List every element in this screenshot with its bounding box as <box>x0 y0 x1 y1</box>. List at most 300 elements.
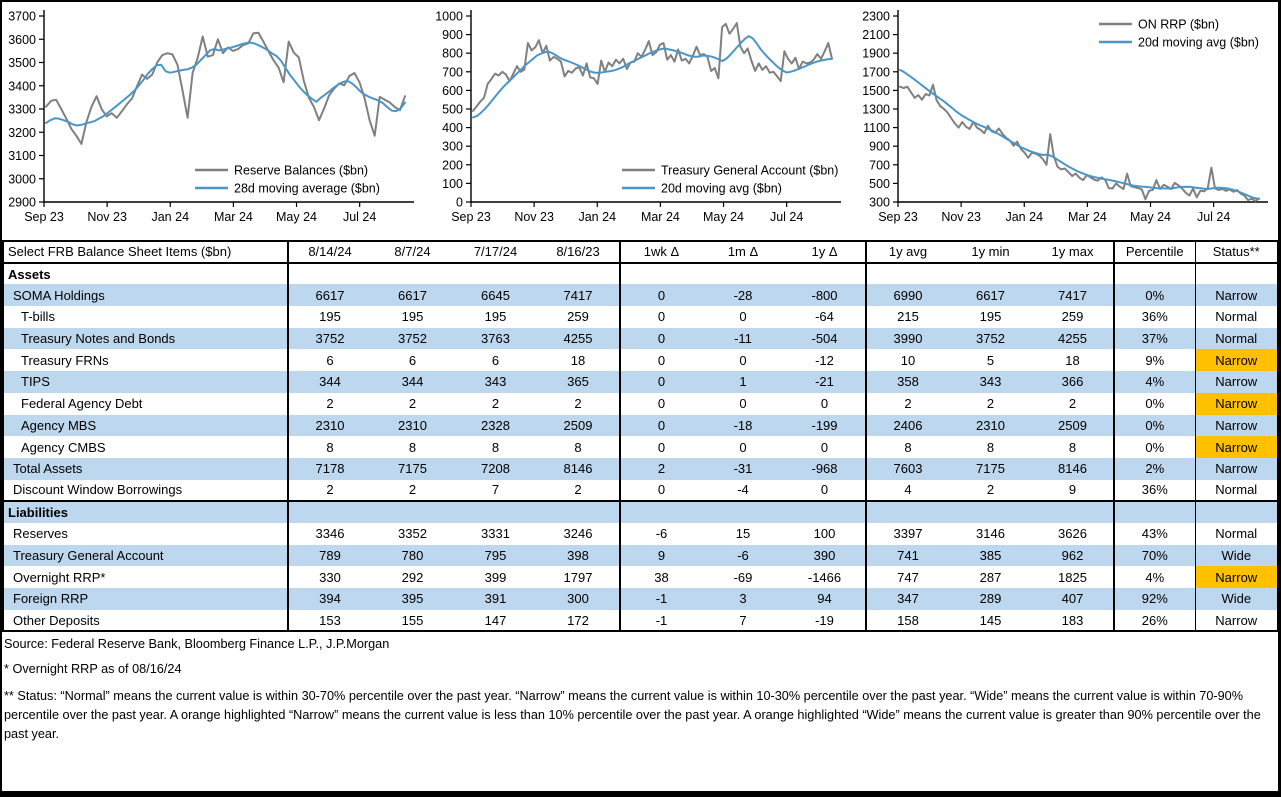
y-tick-label: 600 <box>442 83 463 98</box>
value-cell: 153 <box>319 612 341 628</box>
table-body <box>3 263 1278 632</box>
value-cell: 0% <box>1114 393 1195 415</box>
value-cell: 0 <box>657 352 666 368</box>
status-cell: Normal <box>1215 309 1258 325</box>
value-cell: -69 <box>733 569 753 585</box>
tga-line-chart <box>429 2 856 240</box>
y-tick-label: 900 <box>442 28 463 43</box>
value-cell: 3352 <box>398 526 427 542</box>
legend-label: Reserve Balances ($bn) <box>234 163 369 178</box>
column-header: 1y Δ <box>784 241 866 263</box>
legend-label: 20d moving avg ($bn) <box>1138 35 1259 50</box>
value-cell: -18 <box>702 415 784 437</box>
value-cell: 6 <box>491 352 500 368</box>
value-cell <box>702 501 784 523</box>
value-cell: -64 <box>784 306 866 328</box>
row-label: T-bills <box>3 306 288 328</box>
table-row <box>3 415 1278 437</box>
value-cell: -28 <box>702 284 784 306</box>
value-cell <box>620 263 702 285</box>
row-label: Treasury FRNs <box>3 349 288 371</box>
value-cell: 6617 <box>288 284 371 306</box>
value-cell: 7208 <box>454 458 537 480</box>
y-tick-label: 3200 <box>8 125 36 140</box>
value-cell: 3331 <box>481 526 510 542</box>
value-cell: 289 <box>949 588 1032 610</box>
column-header: Percentile <box>1114 241 1195 263</box>
row-label: Assets <box>3 263 288 285</box>
status-cell: Narrow <box>1195 349 1278 371</box>
table-row <box>3 458 1278 480</box>
y-tick-label: 1000 <box>435 9 463 24</box>
value-cell <box>949 501 1032 523</box>
status-definition-note: ** Status: “Normal” means the current value is within 30-70% percentile over the past year. “Narrow” means the current value is within 10-30% percentile over the past year. “Wide” means the current value is within 70-90% percentile over the past year. A orange highlighted “Narrow” means the current value is less than 10% percentile over the past year. A orange highlighted “Wide” means the current value is greater than 90% percentile over the past year. <box>4 689 1261 742</box>
status-cell: Wide <box>1195 588 1278 610</box>
row-label: Agency MBS <box>3 415 288 437</box>
value-cell: 2 <box>620 458 702 480</box>
value-cell: 2328 <box>454 415 537 437</box>
value-cell: 6 <box>408 352 417 368</box>
y-tick-label: 500 <box>442 102 463 117</box>
row-label: Reserves <box>3 523 288 545</box>
value-cell: 70% <box>1114 545 1195 567</box>
value-cell: 2509 <box>1032 415 1114 437</box>
chart-reserve-balances <box>2 2 429 240</box>
value-cell: 2310 <box>371 415 454 437</box>
x-tick-label: Mar 24 <box>1067 210 1107 224</box>
value-cell: 18 <box>537 349 620 371</box>
y-tick-label: 2900 <box>8 195 36 210</box>
value-cell: 407 <box>1032 588 1114 610</box>
value-cell: 10 <box>900 352 916 368</box>
row-label: Foreign RRP <box>3 588 288 610</box>
value-cell: 390 <box>784 545 866 567</box>
value-cell: 6 <box>326 352 334 368</box>
value-cell: 3990 <box>866 328 949 350</box>
value-cell: 215 <box>897 309 919 325</box>
value-cell: 398 <box>537 545 620 567</box>
value-cell: 1797 <box>537 566 620 588</box>
chart-treasury-general-account <box>429 2 856 240</box>
value-cell: 18 <box>1032 349 1114 371</box>
value-cell: 2310 <box>288 415 371 437</box>
x-tick-label: Nov 23 <box>87 210 127 224</box>
row-label: Discount Window Borrowings <box>3 480 288 502</box>
value-cell: -19 <box>784 610 866 632</box>
rrp-asof-note: * Overnight RRP as of 08/16/24 <box>4 662 182 677</box>
value-cell: 5 <box>986 352 995 368</box>
x-tick-label: Jan 24 <box>1005 210 1044 224</box>
y-tick-label: 3400 <box>8 79 36 94</box>
reserve-balances-line-chart <box>2 2 429 240</box>
chart-on-rrp <box>856 2 1281 240</box>
value-cell <box>784 263 866 285</box>
value-cell: 155 <box>401 612 424 628</box>
value-cell: 2 <box>537 393 620 415</box>
value-cell: -11 <box>702 328 784 350</box>
value-cell <box>537 263 620 285</box>
value-cell: 365 <box>537 371 620 393</box>
status-cell: Narrow <box>1195 566 1278 588</box>
value-cell <box>1032 263 1114 285</box>
table-row <box>3 328 1278 350</box>
value-cell <box>454 263 537 285</box>
value-cell: -800 <box>784 284 866 306</box>
value-cell: 780 <box>371 545 454 567</box>
value-cell: 2 <box>986 396 995 412</box>
value-cell: 7175 <box>949 458 1032 480</box>
value-cell: 195 <box>319 309 341 325</box>
value-cell: -1466 <box>784 566 866 588</box>
value-cell <box>371 263 454 285</box>
y-tick-label: 900 <box>869 139 890 154</box>
column-header: 8/16/23 <box>537 241 620 263</box>
value-cell: 43% <box>1114 523 1195 545</box>
charts-row <box>2 2 1278 240</box>
value-cell: 0 <box>784 480 866 502</box>
value-cell <box>371 501 454 523</box>
value-cell: 0 <box>739 352 747 368</box>
value-cell: 195 <box>484 309 507 325</box>
value-cell: 795 <box>454 545 537 567</box>
value-cell: 15 <box>735 526 751 542</box>
value-cell: 8 <box>1032 436 1114 458</box>
status-cell <box>1195 263 1278 285</box>
column-header: 8/14/24 <box>288 241 371 263</box>
value-cell: -1 <box>620 588 702 610</box>
row-label: Treasury General Account <box>3 545 288 567</box>
value-cell: 366 <box>1032 371 1114 393</box>
value-cell: 8 <box>491 439 500 455</box>
on-rrp-line-chart <box>856 2 1281 240</box>
value-cell: 7178 <box>288 458 371 480</box>
value-cell: 9 <box>620 545 702 567</box>
footnotes <box>2 632 1277 744</box>
table-row <box>3 610 1278 632</box>
value-cell: 7417 <box>1032 284 1114 306</box>
value-cell: 3626 <box>1032 523 1114 545</box>
value-cell <box>1114 263 1195 285</box>
value-cell: 2 <box>408 396 417 412</box>
value-cell: 36% <box>1114 306 1195 328</box>
value-cell <box>784 501 866 523</box>
value-cell: 2 <box>408 482 417 498</box>
value-cell: 0 <box>784 393 866 415</box>
value-cell: 343 <box>454 371 537 393</box>
y-tick-label: 400 <box>442 121 463 136</box>
value-cell: 358 <box>866 371 949 393</box>
row-label: TIPS <box>3 371 288 393</box>
value-cell: 0 <box>739 396 747 412</box>
value-cell: 2 <box>904 396 912 412</box>
value-cell: 3397 <box>893 526 923 542</box>
value-cell: 0 <box>739 309 747 325</box>
value-cell: 330 <box>319 569 341 585</box>
value-cell: 3763 <box>454 328 537 350</box>
value-cell: 7603 <box>866 458 949 480</box>
table-row <box>3 263 1278 285</box>
value-cell: 3246 <box>537 523 620 545</box>
value-cell: 4255 <box>537 328 620 350</box>
value-cell: 395 <box>371 588 454 610</box>
x-tick-label: Jul 24 <box>1196 210 1231 224</box>
value-cell: -12 <box>784 349 866 371</box>
column-header: 1y max <box>1032 241 1114 263</box>
value-cell: 7417 <box>537 284 620 306</box>
value-cell: 0 <box>739 439 747 455</box>
value-cell: 343 <box>949 371 1032 393</box>
legend-label: ON RRP ($bn) <box>1138 17 1220 32</box>
value-cell: 3146 <box>976 526 1005 542</box>
value-cell: 8146 <box>1032 458 1114 480</box>
value-cell: 195 <box>401 309 424 325</box>
value-cell <box>1114 501 1195 523</box>
value-cell: 3 <box>702 588 784 610</box>
value-cell: 3346 <box>315 526 345 542</box>
status-cell: Narrow <box>1195 415 1278 437</box>
value-cell: 3752 <box>371 328 454 350</box>
source-note: Source: Federal Reserve Bank, Bloomberg Finance L.P., J.P.Morgan <box>4 637 390 652</box>
value-cell: -6 <box>702 545 784 567</box>
column-header: 1wk Δ <box>620 241 702 263</box>
column-header: 1y avg <box>866 241 949 263</box>
value-cell <box>288 501 371 523</box>
legend-label: 28d moving average ($bn) <box>234 181 380 196</box>
value-cell <box>949 263 1032 285</box>
x-tick-label: Sep 23 <box>24 210 64 224</box>
value-cell: 147 <box>484 612 507 628</box>
status-cell: Narrow <box>1195 284 1278 306</box>
value-cell: 0% <box>1114 436 1195 458</box>
value-cell: -968 <box>784 458 866 480</box>
value-cell: 9 <box>1032 480 1114 502</box>
value-cell: 1 <box>702 371 784 393</box>
value-cell <box>454 501 537 523</box>
y-tick-label: 1300 <box>862 102 890 117</box>
value-cell: 7 <box>739 612 747 628</box>
value-cell: 347 <box>866 588 949 610</box>
series-line <box>900 70 1259 199</box>
value-cell <box>702 263 784 285</box>
value-cell: 26% <box>1114 610 1195 632</box>
value-cell: 6645 <box>454 284 537 306</box>
value-cell: 300 <box>537 588 620 610</box>
value-cell: 7175 <box>371 458 454 480</box>
value-cell: 6990 <box>866 284 949 306</box>
value-cell: 8146 <box>537 458 620 480</box>
y-tick-label: 300 <box>869 195 890 210</box>
value-cell: 287 <box>979 569 1002 585</box>
row-label: Total Assets <box>3 458 288 480</box>
series-line <box>900 85 1259 201</box>
y-tick-label: 500 <box>869 176 890 191</box>
value-cell: 158 <box>897 612 919 628</box>
value-cell <box>620 501 702 523</box>
table-row <box>3 436 1278 458</box>
y-tick-label: 200 <box>442 158 463 173</box>
status-cell: Narrow <box>1195 458 1278 480</box>
table-header-row <box>3 241 1278 263</box>
value-cell: 344 <box>288 371 371 393</box>
x-tick-label: May 24 <box>1130 210 1172 224</box>
value-cell: 2 <box>1032 393 1114 415</box>
value-cell: 2 <box>491 396 500 412</box>
value-cell: 2406 <box>866 415 949 437</box>
status-cell: Narrow <box>1195 436 1278 458</box>
y-tick-label: 700 <box>869 158 890 173</box>
value-cell: 747 <box>897 569 919 585</box>
row-label: Liabilities <box>3 501 288 523</box>
value-cell: 391 <box>454 588 537 610</box>
value-cell: 2% <box>1114 458 1195 480</box>
value-cell: 292 <box>401 569 424 585</box>
x-tick-label: Jul 24 <box>769 210 804 224</box>
value-cell <box>866 501 949 523</box>
y-tick-label: 700 <box>442 65 463 80</box>
value-cell: 8 <box>986 439 995 455</box>
row-label: Overnight RRP* <box>3 566 288 588</box>
value-cell: 399 <box>484 569 507 585</box>
table-row <box>3 523 1278 545</box>
y-tick-label: 3300 <box>8 102 36 117</box>
x-tick-label: Jan 24 <box>578 210 617 224</box>
row-label: Agency CMBS <box>3 436 288 458</box>
y-tick-label: 3500 <box>8 56 36 70</box>
column-header: Status** <box>1195 241 1278 263</box>
row-label: SOMA Holdings <box>3 284 288 306</box>
value-cell: 36% <box>1114 480 1195 502</box>
column-header: 1y min <box>949 241 1032 263</box>
value-cell: 183 <box>1032 610 1114 632</box>
value-cell: 100 <box>784 523 866 545</box>
value-cell: 9% <box>1114 349 1195 371</box>
value-cell: -199 <box>784 415 866 437</box>
y-tick-label: 3100 <box>8 149 36 163</box>
table-row <box>3 393 1278 415</box>
value-cell: 8 <box>537 436 620 458</box>
value-cell: 2 <box>537 480 620 502</box>
table-row <box>3 349 1278 371</box>
value-cell: 0 <box>620 328 702 350</box>
y-tick-label: 1700 <box>862 65 890 80</box>
x-tick-label: May 24 <box>703 210 745 224</box>
value-cell <box>288 263 371 285</box>
value-cell: 3752 <box>288 328 371 350</box>
table-row <box>3 480 1278 502</box>
value-cell: 38 <box>654 569 669 585</box>
y-tick-label: 2100 <box>862 28 890 43</box>
value-cell: 4% <box>1114 371 1195 393</box>
legend-label: 20d moving avg ($bn) <box>661 181 782 196</box>
table-header <box>3 241 1278 263</box>
value-cell: 0 <box>657 439 666 455</box>
status-cell <box>1195 501 1278 523</box>
value-cell: 385 <box>949 545 1032 567</box>
value-cell: 8 <box>904 439 912 455</box>
y-tick-label: 3600 <box>8 32 36 47</box>
table-row <box>3 371 1278 393</box>
table-row <box>3 588 1278 610</box>
value-cell: 6617 <box>371 284 454 306</box>
value-cell: 8 <box>408 439 417 455</box>
value-cell: 394 <box>288 588 371 610</box>
x-tick-label: Sep 23 <box>451 210 491 224</box>
column-header: 8/7/24 <box>371 241 454 263</box>
x-tick-label: Nov 23 <box>514 210 554 224</box>
value-cell: 7 <box>491 482 500 498</box>
value-cell: -504 <box>784 328 866 350</box>
y-tick-label: 1100 <box>863 121 890 136</box>
value-cell: 37% <box>1114 328 1195 350</box>
value-cell: 172 <box>537 610 620 632</box>
status-cell: Narrow <box>1195 393 1278 415</box>
y-tick-label: 0 <box>456 195 463 210</box>
value-cell <box>866 263 949 285</box>
value-cell <box>1032 501 1114 523</box>
value-cell: 4 <box>904 482 912 498</box>
value-cell: 789 <box>288 545 371 567</box>
column-header: Select FRB Balance Sheet Items ($bn) <box>3 241 288 263</box>
value-cell <box>537 501 620 523</box>
y-tick-label: 1500 <box>862 83 890 98</box>
status-cell: Normal <box>1215 526 1258 542</box>
value-cell: 0 <box>784 436 866 458</box>
column-header: 7/17/24 <box>454 241 537 263</box>
value-cell: 4% <box>1114 566 1195 588</box>
x-tick-label: Mar 24 <box>213 210 253 224</box>
row-label: Treasury Notes and Bonds <box>3 328 288 350</box>
x-tick-label: May 24 <box>276 210 318 224</box>
x-tick-label: Jan 24 <box>151 210 190 224</box>
status-cell: Narrow <box>1195 371 1278 393</box>
value-cell: 741 <box>866 545 949 567</box>
status-cell: Normal <box>1195 328 1278 350</box>
legend-label: Treasury General Account ($bn) <box>661 163 839 178</box>
value-cell: 0 <box>657 482 666 498</box>
value-cell: 0 <box>657 396 666 412</box>
value-cell: -6 <box>655 526 668 542</box>
x-tick-label: Sep 23 <box>878 210 918 224</box>
value-cell: 0% <box>1114 284 1195 306</box>
value-cell: 259 <box>1032 306 1114 328</box>
status-cell: Normal <box>1215 482 1258 498</box>
value-cell: 2 <box>986 482 995 498</box>
value-cell: 94 <box>784 588 866 610</box>
y-tick-label: 100 <box>442 176 463 191</box>
y-tick-label: 3000 <box>8 172 36 187</box>
value-cell: 0 <box>620 415 702 437</box>
y-tick-label: 2300 <box>862 9 890 24</box>
value-cell: 4255 <box>1032 328 1114 350</box>
value-cell: 344 <box>371 371 454 393</box>
table-row <box>3 501 1278 523</box>
table-row <box>3 306 1278 328</box>
value-cell: 2310 <box>949 415 1032 437</box>
table-row <box>3 545 1278 567</box>
value-cell: 0 <box>620 284 702 306</box>
y-tick-label: 1900 <box>862 46 890 61</box>
value-cell: 259 <box>537 306 620 328</box>
table-row <box>3 566 1278 588</box>
value-cell: 2 <box>326 482 334 498</box>
value-cell: 3752 <box>949 328 1032 350</box>
series-line <box>46 43 405 126</box>
value-cell: 0 <box>620 371 702 393</box>
value-cell: 1825 <box>1032 566 1114 588</box>
value-cell: 195 <box>979 309 1002 325</box>
value-cell: 92% <box>1114 588 1195 610</box>
value-cell: 0% <box>1114 415 1195 437</box>
